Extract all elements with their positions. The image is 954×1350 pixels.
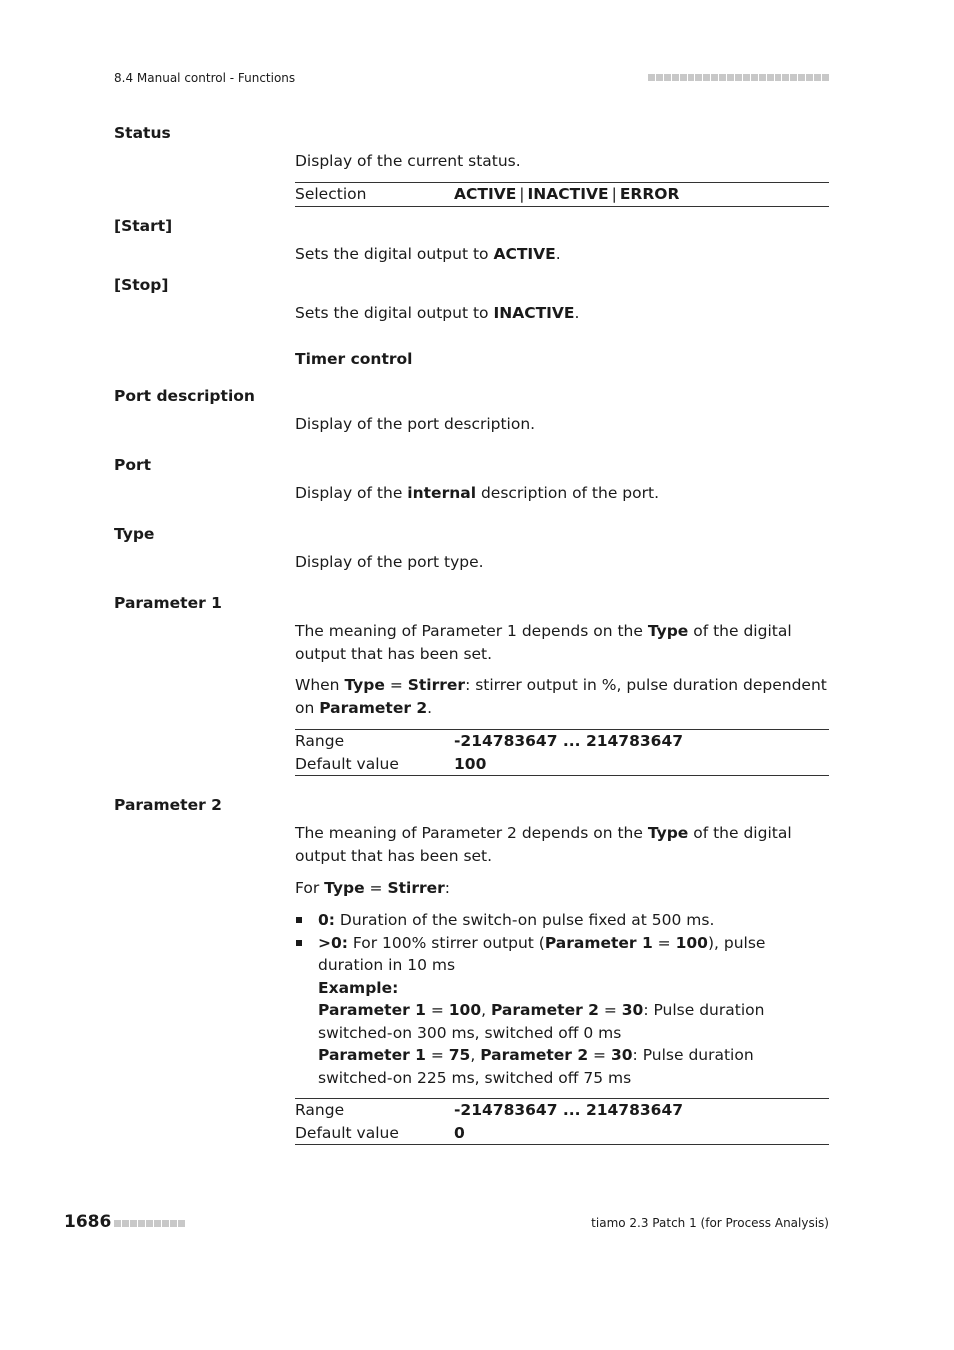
running-header-section: 8.4 Manual control - Functions [114,71,296,85]
footer-product: tiamo 2.3 Patch 1 (for Process Analysis) [591,1216,829,1230]
table-key: Range [295,1101,345,1119]
desc-parameter-2-meaning: The meaning of Parameter 2 depends on the Type of the digital output that has been set. [295,824,792,865]
desc-start: Sets the digital output to ACTIVE. [295,245,561,263]
desc-status: Display of the current status. [295,152,521,170]
table-value: 100 [454,754,487,773]
table-value: ACTIVE | INACTIVE | ERROR [454,185,680,203]
desc-stop: Sets the digital output to INACTIVE. [295,304,580,322]
header-decoration [648,74,829,82]
term-port: Port [114,456,152,474]
table-key: Default value [295,1123,399,1142]
table-key: Default value [295,754,399,773]
page-number: 1686 [64,1212,112,1232]
term-status: Status [114,124,171,142]
table-value: -214783647 ... 214783647 [454,1101,684,1119]
term-parameter-2: Parameter 2 [114,796,222,814]
table-key: Range [295,732,345,750]
term-stop: [Stop] [114,276,169,294]
bullet-icon [296,940,302,946]
table-parameter-2 [295,1098,829,1145]
list-item: 0: Duration of the switch-on pulse fixed at 500 ms. [295,909,829,932]
term-type: Type [114,525,155,543]
desc-type: Display of the port type. [295,553,484,571]
term-parameter-1: Parameter 1 [114,594,222,612]
desc-parameter-1-meaning: The meaning of Parameter 1 depends on the Type of the digital output that has been set. [295,622,792,663]
example-label: Example: [318,978,399,997]
footer-decoration [114,1220,185,1227]
table-status [295,182,829,207]
example-2: Parameter 1 = 75, Parameter 2 = 30: Pulse duration switched-on 225 ms, switched off 75 ms [318,1046,754,1087]
table-parameter-1 [295,729,829,776]
list-item: >0: For 100% stirrer output (Parameter 1 = 100), pulse duration in 10 ms Example: Parameter 1 = 100, Parameter 2 = 30: Pulse duration switched-on 300 ms, switched off 0 ms Parameter 1 = 75, Parameter 2 = 30: Pulse duration switched-on 225 ms, switched off 75 ms [295,932,829,1090]
desc-parameter-1-stirrer: When Type = Stirrer: stirrer output in %, pulse duration dependent on Parameter 2. [295,676,827,717]
desc-port: Display of the internal description of the port. [295,484,659,502]
bullet-icon [296,917,302,923]
term-port-description: Port description [114,387,255,405]
table-key: Selection [295,185,367,203]
table-value: -214783647 ... 214783647 [454,732,684,750]
desc-port-description: Display of the port description. [295,415,536,433]
table-value: 0 [454,1123,465,1142]
desc-parameter-2-stirrer: For Type = Stirrer: [295,879,451,897]
bullet-list [295,909,829,1089]
term-start: [Start] [114,217,173,235]
subheading-timer-control: Timer control [295,350,413,368]
example-1: Parameter 1 = 100, Parameter 2 = 30: Pulse duration switched-on 300 ms, switched off 0 ms [318,1001,765,1042]
